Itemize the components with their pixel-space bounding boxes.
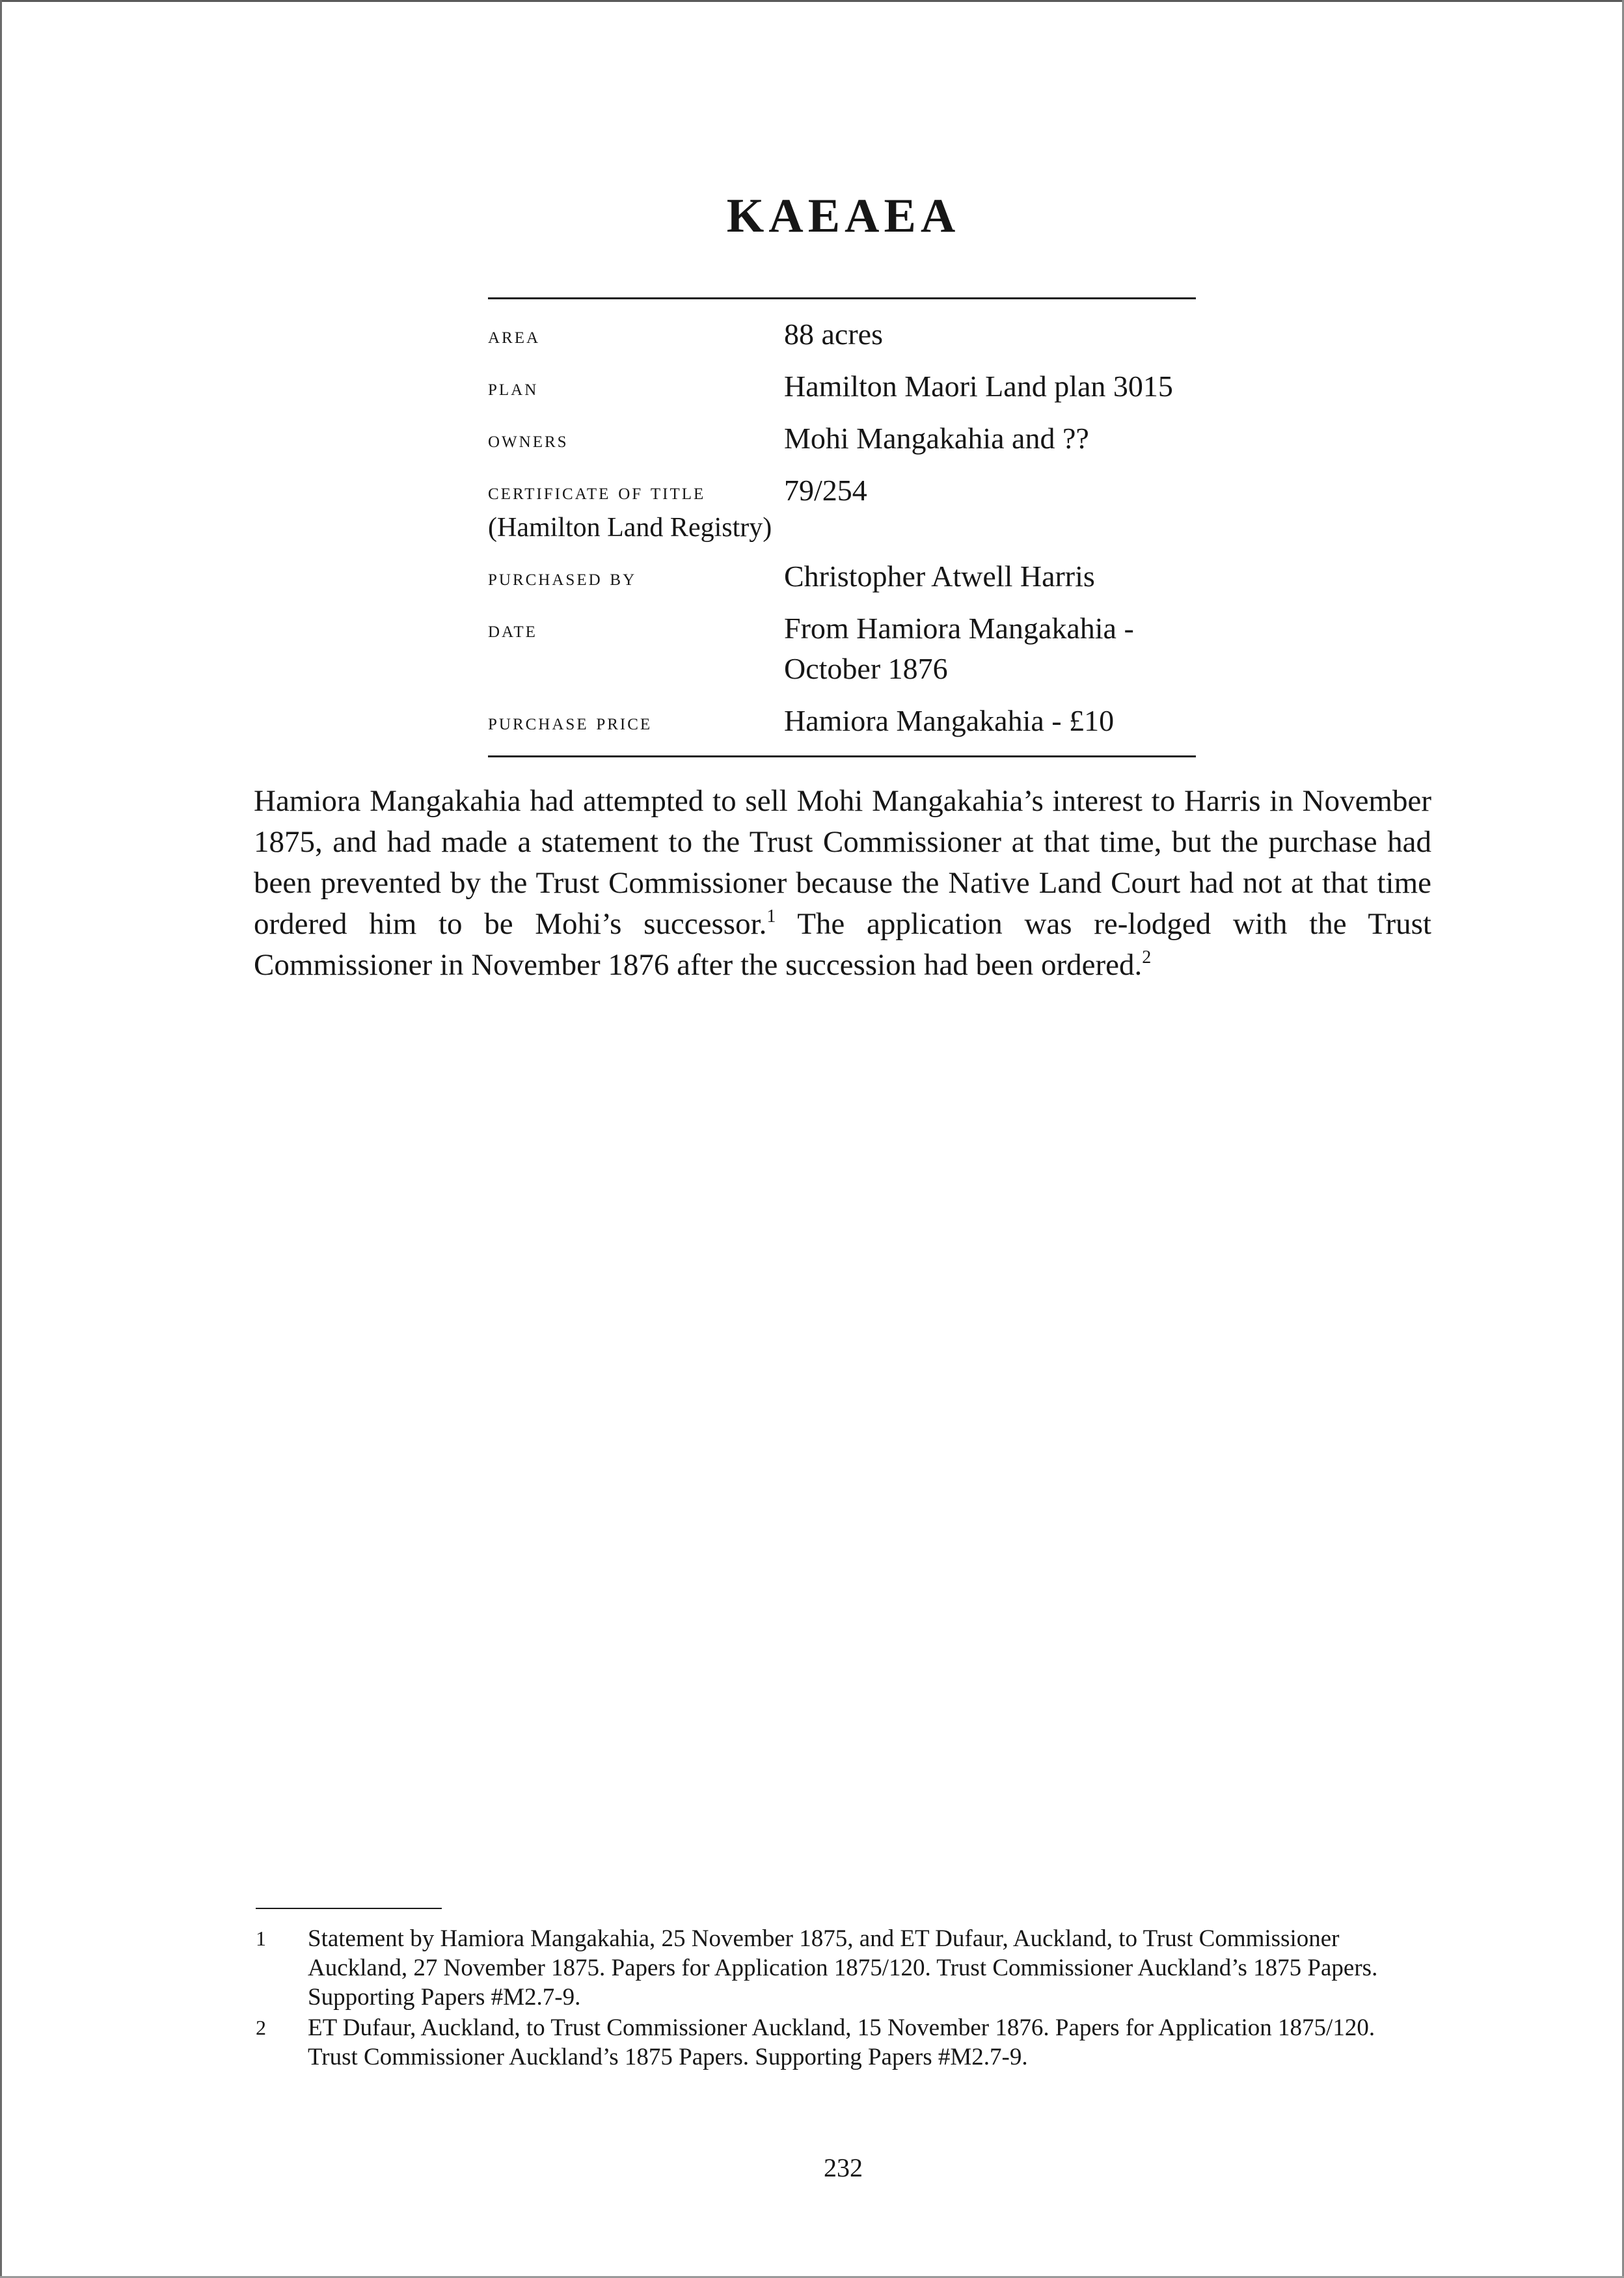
- summary-value-line: From Hamiora Mangakahia -: [784, 612, 1134, 645]
- footnote-text: ET Dufaur, Auckland, to Trust Commissioner Auckland, 15 November 1876. Papers for Application 1875/120. Trust Commissioner Auckland’s 1875 Papers. Supporting Papers #M2.7-9.: [308, 2014, 1375, 2070]
- scan-edge-left: [0, 0, 2, 2278]
- footnote: [256, 1924, 1401, 2012]
- footnote-number: 2: [256, 2016, 266, 2039]
- summary-label-text: certificate of title: [488, 479, 706, 504]
- summary-row-area: [488, 314, 1196, 355]
- land-summary-table: [488, 297, 1196, 757]
- scan-edge-top: [0, 0, 1624, 2]
- body-paragraph: [254, 781, 1431, 986]
- footnote: [256, 2013, 1401, 2072]
- summary-value: Mohi Mangakahia and ??: [784, 422, 1089, 455]
- summary-label: [488, 470, 784, 545]
- summary-label: area: [488, 323, 541, 348]
- summary-row-certificate: [488, 470, 1196, 545]
- footnotes: [256, 1924, 1401, 2073]
- page-number: 232: [824, 2153, 863, 2182]
- page-title: KAEAEA: [726, 189, 960, 243]
- summary-row-purchase-price: [488, 701, 1196, 741]
- summary-label: purchase price: [488, 709, 653, 735]
- summary-label: date: [488, 617, 537, 642]
- summary-value-line: October 1876: [784, 652, 948, 685]
- footnote-divider: [256, 1908, 442, 1909]
- footnote-ref[interactable]: 2: [1142, 947, 1152, 968]
- summary-row-date: [488, 608, 1196, 689]
- summary-value: Hamiora Mangakahia - £10: [784, 704, 1115, 737]
- summary-value: 79/254: [784, 474, 867, 507]
- summary-row-plan: [488, 366, 1196, 407]
- summary-row-owners: [488, 418, 1196, 459]
- footnote-text: Statement by Hamiora Mangakahia, 25 November 1875, and ET Dufaur, Auckland, to Trust Commissioner Auckland, 27 November 1875. Papers for Application 1875/120. Trust Commissioner Auckland’s 1875 Papers. Supporting Papers #M2.7-9.: [308, 1925, 1378, 2011]
- body-text-part: Hamiora Mangakahia had attempted to sell Mohi Mangakahia’s interest to Harris in November 1875, and had made a statement to the Trust Commissioner at that time, but the purchase had been prevented by the Trust Commissioner because the Native Land Court had not at that time ordered him to be Mohi’s successor.: [254, 784, 1431, 941]
- summary-label: plan: [488, 375, 539, 400]
- footnote-ref[interactable]: 1: [766, 906, 776, 927]
- summary-sublabel: (Hamilton Land Registry): [488, 513, 772, 543]
- footnote-number: 1: [256, 1927, 266, 1950]
- summary-label: purchased by: [488, 565, 637, 590]
- summary-value: Hamilton Maori Land plan 3015: [784, 370, 1173, 403]
- summary-value: [784, 608, 1196, 689]
- summary-value: Christopher Atwell Harris: [784, 560, 1095, 593]
- summary-row-purchased-by: [488, 556, 1196, 597]
- body-text-part: The application was re-lodged with the Trust Commissioner in November 1876 after the succession had been ordered.: [254, 907, 1431, 982]
- summary-value: 88 acres: [784, 318, 883, 351]
- summary-label: owners: [488, 427, 569, 452]
